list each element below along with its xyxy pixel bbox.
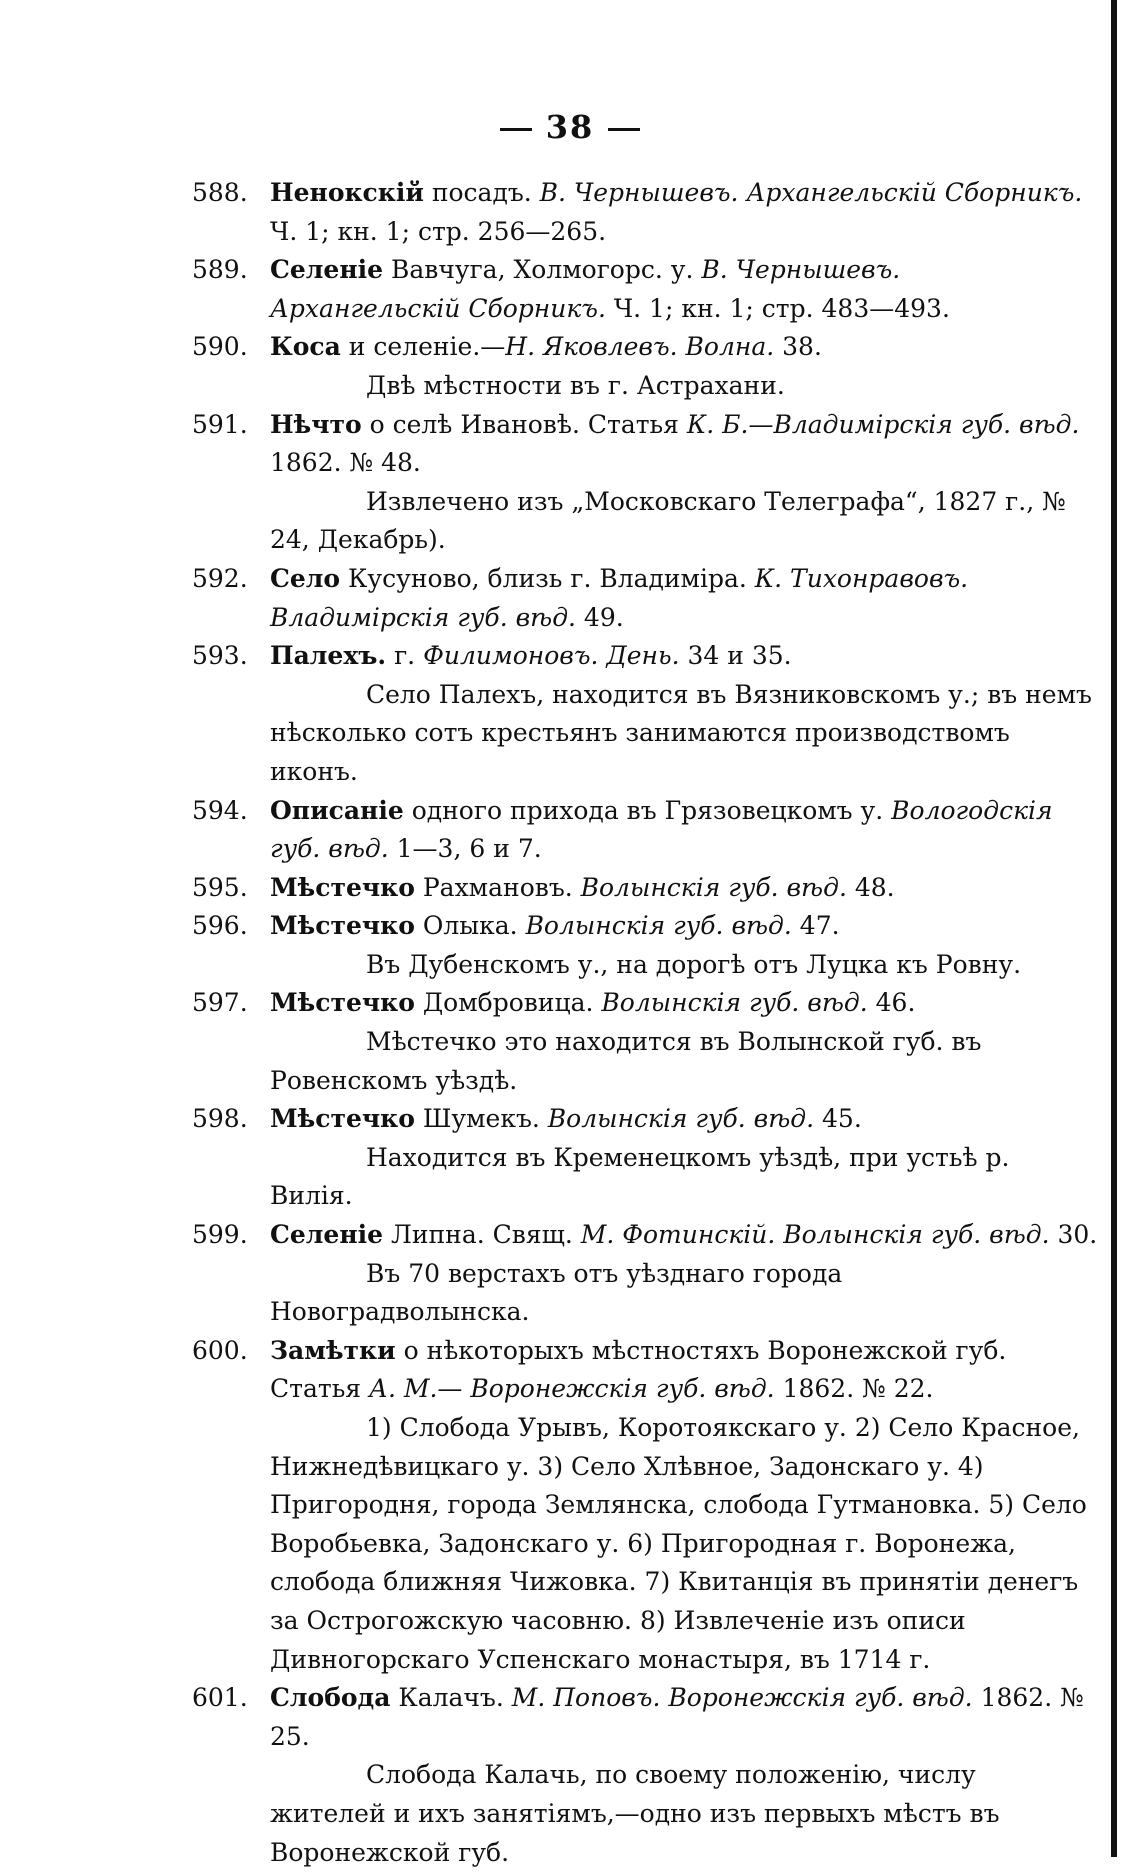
bibliography-entry <box>192 792 1098 869</box>
entry-reference: 46. <box>867 988 916 1018</box>
entry-main <box>192 907 1098 946</box>
entry-number: 598. <box>192 1104 248 1134</box>
entry-location: Олыка. <box>414 911 526 941</box>
entry-reference: 45. <box>814 1104 862 1134</box>
entry-author-source: Вологодскія губ. вѣд. <box>270 795 1053 864</box>
entry-main <box>192 174 1098 251</box>
entry-reference: 34 и 35. <box>679 641 792 671</box>
entry-title: Слобода <box>270 1683 391 1713</box>
bibliography-list <box>192 174 1098 1872</box>
entry-author-source: Волынскія губ. вѣд. <box>525 911 792 941</box>
entry-location: Вавчуга, Холмогорс. у. <box>383 255 702 285</box>
entry-location: о нѣкоторыхъ мѣстностяхъ Воронежской губ. Статья <box>270 1335 1007 1404</box>
entry-reference: Ч. 1; кн. 1; стр. 483—493. <box>605 293 950 323</box>
bibliography-entry <box>192 907 1098 984</box>
entry-location: Шумекъ. <box>414 1104 548 1134</box>
entry-author-source: М. Фотинскій. Волынскія губ. вѣд. <box>580 1220 1050 1250</box>
entry-note: 1) Слобода Урывъ, Коротоякскаго у. 2) Село Красное, Нижнедѣвицкаго у. 3) Село Хлѣвное, Задонскаго у. 4) Пригородня, города Землянска, слобода Гутмановка. 5) Село Воробьевка, Задонскаго у. 6) Пригородная г. Воронежа, слобода ближняя Чижовка. 7) Квитанція въ принятіи денегъ за Острогожскую часовню. 8) Извлеченіе изъ описи Дивногорскаго Успенскаго монастыря, въ 1714 г. <box>270 1413 1087 1674</box>
entry-title: Палехъ. <box>270 641 387 671</box>
entry-author-source: А. М.— Воронежскія губ. вѣд. <box>369 1374 775 1404</box>
entry-main <box>192 251 1098 328</box>
entry-note: Двѣ мѣстности въ г. Астрахани. <box>366 370 785 400</box>
entry-note: Село Палехъ, находится въ Вязниковскомъ у.; въ немъ нѣсколько сотъ крестьянъ занимаются производствомъ иконъ. <box>270 679 1092 786</box>
entry-author-source: К. Б.—Владимірскія губ. вѣд. <box>686 409 1080 439</box>
entry-main <box>192 328 1098 367</box>
entry-number: 590. <box>192 332 248 362</box>
entry-number: 594. <box>192 795 248 825</box>
entry-location: Рахмановъ. <box>414 872 581 902</box>
entry-number: 592. <box>192 563 248 593</box>
entry-note: Находится въ Кременецкомъ уѣздѣ, при устьѣ р. Вилія. <box>270 1142 1010 1211</box>
entry-location: Липна. Свящ. <box>383 1220 581 1250</box>
entry-note: Слобода Калачь, по своему положенію, числу жителей и ихъ занятіямъ,—одно изъ первыхъ мѣстъ въ Воронежской губ. <box>270 1760 1000 1867</box>
entry-author-source: Волынскія губ. вѣд. <box>601 988 868 1018</box>
entry-location: и селеніе.— <box>340 332 506 362</box>
entry-location: посадъ. <box>423 178 540 207</box>
entry-number: 596. <box>192 911 248 941</box>
entry-main <box>192 792 1098 869</box>
entry-location: о селѣ Ивановѣ. Статья <box>361 409 687 439</box>
entry-main <box>192 1100 1098 1139</box>
entry-title: Нѣчто <box>270 409 362 439</box>
entry-location: г. <box>386 641 424 671</box>
bibliography-entry <box>192 251 1098 328</box>
bibliography-entry <box>192 1216 1098 1332</box>
entry-main <box>192 406 1098 483</box>
entry-author-source: Волынскія губ. вѣд. <box>580 872 847 902</box>
entry-number: 588. <box>192 178 248 207</box>
entry-author-source: В. Чернышевъ. Архангельскій Сборникъ. <box>270 255 901 323</box>
entry-number: 601. <box>192 1683 248 1713</box>
page-number: 38 <box>0 108 1140 146</box>
entry-location: одного прихода въ Грязовецкомъ у. <box>403 795 892 825</box>
entry-main <box>192 560 1098 637</box>
entry-main <box>192 1216 1098 1255</box>
entry-number: 597. <box>192 988 248 1018</box>
entry-author-source: Н. Яковлевъ. Волна. <box>505 332 775 362</box>
entry-main <box>192 869 1098 908</box>
entry-reference: 1862. № 22. <box>774 1374 934 1404</box>
entry-author-source: Волынскія губ. вѣд. <box>547 1104 815 1134</box>
bibliography-entry <box>192 406 1098 560</box>
entry-reference: 1862. № 48. <box>270 448 421 478</box>
bibliography-entry <box>192 1332 1098 1679</box>
entry-main <box>192 1332 1098 1409</box>
entry-title: Мѣстечко <box>270 988 415 1018</box>
entry-title: Ненокскій <box>270 178 424 207</box>
entry-main <box>192 1679 1098 1756</box>
page-edge-rule <box>1111 0 1117 1857</box>
entry-title: Село <box>270 563 341 593</box>
bibliography-entry <box>192 984 1098 1100</box>
bibliography-entry <box>192 328 1098 405</box>
entry-author-source: М. Поповъ. Воронежскія губ. вѣд. <box>511 1683 973 1713</box>
entry-reference: 1862. № 25. <box>270 1683 1084 1751</box>
entry-note: Въ Дубенскомъ у., на дорогѣ отъ Луцка къ Ровну. <box>366 949 1022 979</box>
entry-title: Селеніе <box>270 1220 384 1250</box>
entry-number: 591. <box>192 409 248 439</box>
entry-number: 599. <box>192 1220 248 1250</box>
entry-number: 595. <box>192 872 248 902</box>
entry-note: Извлечено изъ „Московскаго Телеграфа“, 1827 г., № 24, Декабрь). <box>270 486 1066 555</box>
bibliography-entry <box>192 869 1098 908</box>
entry-reference: 30. <box>1049 1220 1098 1250</box>
entry-reference: Ч. 1; кн. 1; стр. 256—265. <box>270 216 607 246</box>
entry-main <box>192 637 1098 676</box>
entry-reference: 48. <box>846 872 895 902</box>
entry-location: Калачъ. <box>390 1683 512 1713</box>
entry-reference: 47. <box>791 911 840 941</box>
bibliography-entry <box>192 174 1098 251</box>
entry-number: 600. <box>192 1335 248 1365</box>
entry-main <box>192 984 1098 1023</box>
entry-location: Домбровица. <box>414 988 602 1018</box>
entry-author-source: Филимоновъ. День. <box>423 641 680 671</box>
entry-title: Селеніе <box>270 255 384 285</box>
entry-title: Коса <box>270 332 341 362</box>
entry-number: 593. <box>192 641 248 671</box>
entry-title: Мѣстечко <box>270 872 415 902</box>
entry-location: Кусуново, близь г. Владиміра. <box>340 563 755 593</box>
bibliography-entry <box>192 1100 1098 1216</box>
entry-reference: 1—3, 6 и 7. <box>388 834 542 864</box>
entry-reference: 38. <box>774 332 822 362</box>
entry-title: Описаніе <box>270 795 404 825</box>
bibliography-entry <box>192 1679 1098 1872</box>
entry-note: Мѣстечко это находится въ Волынской губ. въ Ровенскомъ уѣздѣ. <box>270 1027 982 1095</box>
bibliography-entry <box>192 560 1098 637</box>
entry-author-source: К. Тихонравовъ. Владимірскія губ. вѣд. <box>270 563 969 632</box>
bibliography-entry <box>192 637 1098 791</box>
entry-title: Мѣстечко <box>270 1104 415 1134</box>
entry-number: 589. <box>192 255 248 285</box>
entry-title: Мѣстечко <box>270 911 415 941</box>
entry-reference: 49. <box>575 602 624 632</box>
entry-author-source: В. Чернышевъ. Архангельскій Сборникъ. <box>539 178 1083 207</box>
entry-title: Замѣтки <box>270 1335 396 1365</box>
entry-note: Въ 70 верстахъ отъ уѣзднаго города Новоградволынска. <box>270 1258 843 1327</box>
